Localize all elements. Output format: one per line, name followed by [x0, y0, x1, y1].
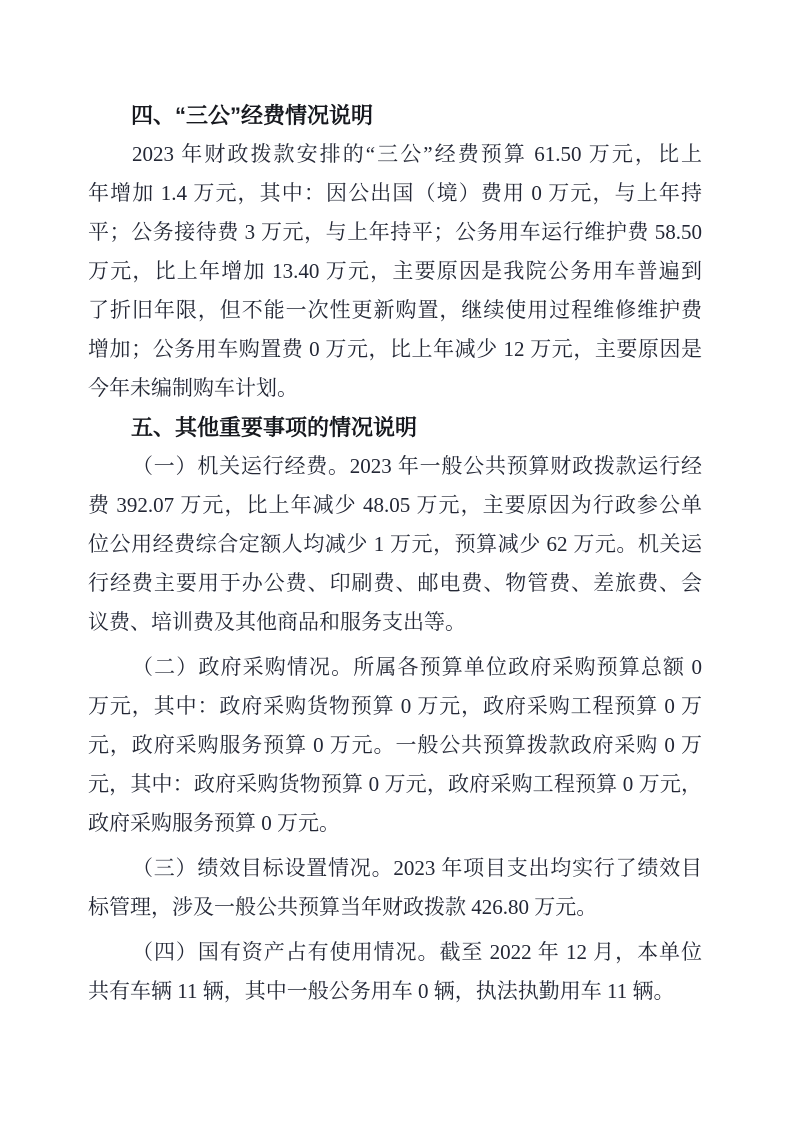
text-line: 行经费主要用于办公费、印刷费、邮电费、物管费、差旅费、会	[88, 571, 702, 595]
section-heading: 四、“三公”经费情况说明	[131, 103, 374, 128]
paragraph	[88, 849, 702, 927]
text-line: 万元，其中：政府采购货物预算 0 万元，政府采购工程预算 0 万	[88, 694, 702, 718]
text-line: 位公用经费综合定额人均减少 1 万元，预算减少 62 万元。机关运	[88, 532, 702, 556]
text-line: （一）机关运行经费。2023 年一般公共预算财政拨款运行经	[132, 454, 702, 478]
paragraph	[88, 648, 702, 843]
text-line: 2023 年财政拨款安排的“三公”经费预算 61.50 万元，比上	[132, 142, 702, 166]
text-line: （四）国有资产占有使用情况。截至 2022 年 12 月，本单位	[132, 940, 702, 964]
paragraph	[88, 933, 702, 1011]
text-line: 费 392.07 万元，比上年减少 48.05 万元，主要原因为行政参公单	[88, 493, 702, 517]
text-line: 元，其中：政府采购货物预算 0 万元，政府采购工程预算 0 万元，	[88, 772, 702, 796]
text-line: 议费、培训费及其他商品和服务支出等。	[88, 610, 466, 634]
text-line: 政府采购服务预算 0 万元。	[88, 811, 340, 835]
text-line: 年增加 1.4 万元，其中：因公出国（境）费用 0 万元，与上年持	[88, 181, 702, 205]
text-line: 了折旧年限，但不能一次性更新购置，继续使用过程维修维护费	[88, 298, 702, 322]
text-line: 今年未编制购车计划。	[88, 376, 298, 400]
text-line: （二）政府采购情况。所属各预算单位政府采购预算总额 0	[132, 655, 702, 679]
text-line: 增加；公务用车购置费 0 万元，比上年减少 12 万元，主要原因是	[88, 337, 702, 361]
text-line: 标管理，涉及一般公共预算当年财政拨款 426.80 万元。	[88, 895, 598, 919]
paragraph	[88, 135, 702, 408]
text-line: 平；公务接待费 3 万元，与上年持平；公务用车运行维护费 58.50	[88, 220, 702, 244]
text-line: 元，政府采购服务预算 0 万元。一般公共预算拨款政府采购 0 万	[88, 733, 702, 757]
text-line: （三）绩效目标设置情况。2023 年项目支出均实行了绩效目	[132, 856, 702, 880]
text-line: 万元，比上年增加 13.40 万元，主要原因是我院公务用车普遍到	[88, 259, 702, 283]
document-body	[88, 96, 702, 1011]
section-heading: 五、其他重要事项的情况说明	[131, 415, 418, 440]
text-line: 共有车辆 11 辆，其中一般公务用车 0 辆，执法执勤用车 11 辆。	[88, 979, 675, 1003]
paragraph	[88, 447, 702, 642]
